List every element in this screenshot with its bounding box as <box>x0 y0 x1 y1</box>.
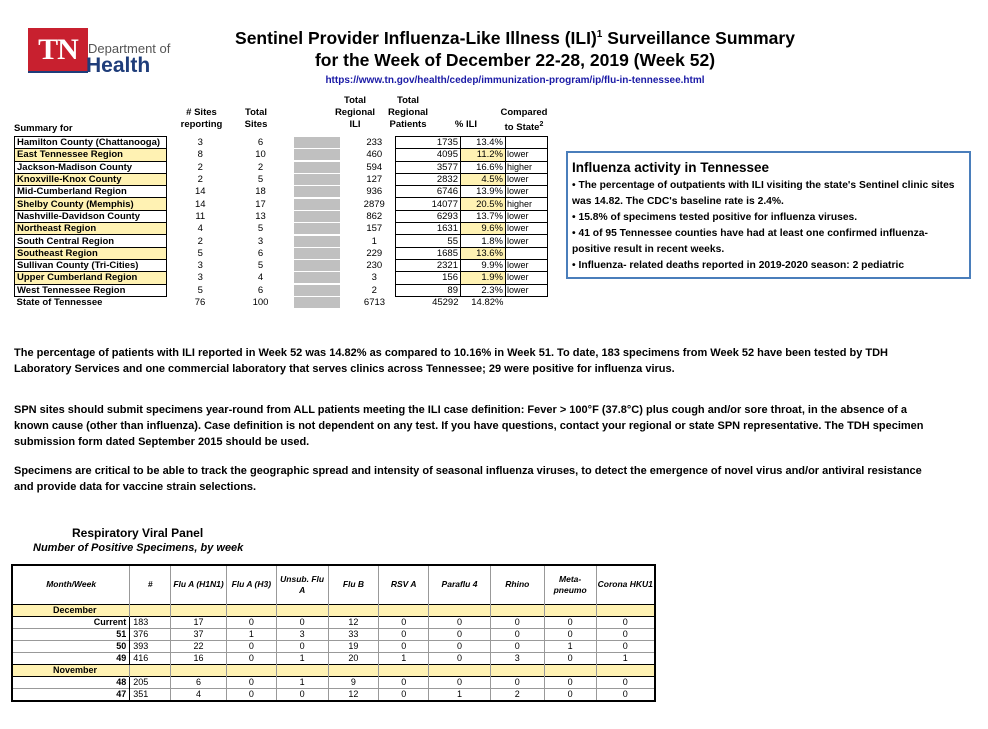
regional-ili: 127 <box>366 174 383 186</box>
compared-to-state: lower <box>506 149 548 161</box>
pct-ili: 11.2% <box>461 149 506 161</box>
table-row <box>15 149 548 161</box>
pct-ili: 16.6% <box>461 161 506 173</box>
rvp-month-row <box>12 604 655 616</box>
rvp-count: 4 <box>171 688 227 701</box>
pct-ili: 9.6% <box>461 223 506 235</box>
regional-ili: 2 <box>371 284 377 296</box>
regional-patients: 89 <box>396 284 461 296</box>
compared-to-state: lower <box>506 186 548 198</box>
rvp-count: 19 <box>328 640 379 652</box>
compared-to-state: lower <box>506 235 548 247</box>
table-row <box>15 210 548 222</box>
rvp-count: 37 <box>171 628 227 640</box>
regional-ili: 233 <box>366 137 383 149</box>
rvp-count: 0 <box>226 652 276 664</box>
pct-ili: 2.3% <box>461 284 506 296</box>
rvp-count: 1 <box>596 652 655 664</box>
rvp-column-header: Flu B <box>328 565 379 604</box>
ili-summary-table <box>14 136 548 309</box>
region-name: Nashville-Davidson County <box>15 210 167 222</box>
rvp-month-filler <box>379 604 429 616</box>
total-sites: 17 <box>255 198 266 210</box>
compared-to-state <box>506 247 548 259</box>
rvp-count: 0 <box>429 628 491 640</box>
logo-department-text: Department of <box>88 41 171 56</box>
rvp-month-filler <box>544 604 596 616</box>
spacer-cell <box>288 259 354 271</box>
regional-patients: 4095 <box>396 149 461 161</box>
total-sites: 5 <box>257 174 264 186</box>
region-name: Knoxville-Knox County <box>15 173 167 185</box>
region-name: South Central Region <box>15 235 167 247</box>
rvp-month-row <box>12 664 655 676</box>
rvp-count: 2 <box>490 688 544 701</box>
rvp-count: 0 <box>379 628 429 640</box>
regional-ili: 230 <box>366 260 383 272</box>
region-name: Southeast Region <box>15 247 167 259</box>
total-sites: 5 <box>257 260 264 272</box>
regional-ili: 460 <box>366 149 383 161</box>
rvp-count: 0 <box>276 688 328 701</box>
spacer-cell <box>288 198 354 210</box>
activity-bullet: • Influenza- related deaths reported in 2019-2020 season: 2 pediatric <box>572 260 905 271</box>
rvp-count: 0 <box>544 628 596 640</box>
rvp-month-filler <box>130 604 171 616</box>
regional-ili: 3 <box>371 272 377 284</box>
total-sites: 6 <box>257 247 264 259</box>
rvp-count: 0 <box>596 628 655 640</box>
compared-to-state: lower <box>506 284 548 296</box>
rvp-column-header: # <box>130 565 171 604</box>
pct-ili: 1.9% <box>461 272 506 284</box>
sites-reporting: 8 <box>197 149 203 161</box>
rvp-count: 0 <box>596 676 655 688</box>
region-name: East Tennessee Region <box>15 149 167 161</box>
rvp-total-count: 183 <box>130 616 171 628</box>
rvp-month-filler <box>328 604 379 616</box>
table-row <box>15 173 548 185</box>
rvp-count: 1 <box>379 652 429 664</box>
spacer-cell <box>288 210 354 222</box>
rvp-count: 22 <box>171 640 227 652</box>
rvp-column-header: Rhino <box>490 565 544 604</box>
rvp-count: 0 <box>226 688 276 701</box>
rvp-week-label: 50 <box>12 640 130 652</box>
compared-to-state: higher <box>506 161 548 173</box>
table-row <box>15 161 548 173</box>
regional-ili: 1 <box>371 235 377 247</box>
rvp-week-label: 47 <box>12 688 130 701</box>
rvp-month-label: December <box>12 604 130 616</box>
regional-ili: 2879 <box>363 198 385 210</box>
region-name: Northeast Region <box>15 223 167 235</box>
spacer-cell <box>288 296 354 308</box>
rvp-column-header: Paraflu 4 <box>429 565 491 604</box>
rvp-count: 20 <box>328 652 379 664</box>
sites-reporting: 2 <box>197 174 203 186</box>
rvp-count: 0 <box>379 676 429 688</box>
rvp-column-header: Corona HKU1 <box>596 565 655 604</box>
rvp-count: 33 <box>328 628 379 640</box>
rvp-count: 0 <box>490 628 544 640</box>
region-name: Sullivan County (Tri-Cities) <box>15 259 167 271</box>
pct-ili: 1.8% <box>461 235 506 247</box>
rvp-month-filler <box>544 664 596 676</box>
sites-reporting: 11 <box>195 210 206 222</box>
specimen-guidance-paragraph: SPN sites should submit specimens year-round from ALL patients meeting the ILI case definition: Fever > 100°F (37.8°C) plus cough and/or sore throat, in the absence of a known cause (other than influenza). Case definition is not dependent on any test. If you have questions, contact your regional or state SPN representative. The TDH specimen submission form dated September 2015 should be used. <box>14 404 924 448</box>
header-summary-for: Summary for <box>14 123 73 134</box>
rvp-count: 0 <box>490 640 544 652</box>
rvp-title: Respiratory Viral Panel <box>72 526 204 540</box>
rvp-month-filler <box>226 664 276 676</box>
rvp-count: 12 <box>328 688 379 701</box>
table-row <box>15 235 548 247</box>
rvp-count: 0 <box>226 640 276 652</box>
rvp-column-header: Meta-pneumo <box>544 565 596 604</box>
respiratory-viral-panel-table <box>11 564 656 702</box>
rvp-count: 1 <box>276 652 328 664</box>
regional-patients: 2832 <box>396 173 461 185</box>
rvp-column-header: RSV A <box>379 565 429 604</box>
table-row <box>12 688 655 701</box>
spacer-cell <box>288 173 354 185</box>
rvp-count: 0 <box>379 640 429 652</box>
rvp-month-filler <box>490 664 544 676</box>
sites-reporting: 5 <box>197 247 203 259</box>
regional-ili: 6713 <box>363 297 386 308</box>
table-row <box>12 652 655 664</box>
rvp-week-label: Current <box>12 616 130 628</box>
pct-ili: 13.4% <box>461 137 506 149</box>
region-name: Mid-Cumberland Region <box>15 186 167 198</box>
table-row <box>15 247 548 259</box>
spacer-cell <box>288 223 354 235</box>
logo-divider <box>28 71 88 73</box>
table-row <box>15 198 548 210</box>
rvp-count: 0 <box>596 616 655 628</box>
sites-reporting: 4 <box>197 223 203 235</box>
rvp-count: 0 <box>276 616 328 628</box>
total-sites: 10 <box>255 149 266 161</box>
spacer-cell <box>288 247 354 259</box>
rvp-count: 0 <box>596 640 655 652</box>
regional-patients: 45292 <box>432 297 459 309</box>
page-subtitle: for the Week of December 22-28, 2019 (Week 52) <box>314 50 716 70</box>
rvp-month-filler <box>328 664 379 676</box>
rvp-total-count: 351 <box>130 688 171 701</box>
region-name: Shelby County (Memphis) <box>15 198 167 210</box>
compared-to-state: lower <box>506 223 548 235</box>
regional-ili: 862 <box>366 210 383 222</box>
activity-bullet: • The percentage of outpatients with ILI visiting the state's Sentinel clinic sites was 14.82. The CDC's baseline rate is 2.4%. <box>572 180 955 207</box>
table-row <box>15 259 548 271</box>
activity-heading: Influenza activity in Tennessee <box>572 160 770 175</box>
region-name: State of Tennessee <box>16 297 103 309</box>
rvp-week-label: 49 <box>12 652 130 664</box>
table-row <box>12 616 655 628</box>
sites-reporting: 2 <box>197 161 203 173</box>
compared-to-state: lower <box>506 210 548 222</box>
compared-to-state: lower <box>506 259 548 271</box>
rvp-week-label: 51 <box>12 628 130 640</box>
spacer-cell <box>288 149 354 161</box>
spacer-cell <box>288 235 354 247</box>
pct-ili: 4.5% <box>461 173 506 185</box>
region-name: West Tennessee Region <box>15 284 167 296</box>
rvp-count: 1 <box>276 676 328 688</box>
rvp-count: 0 <box>276 640 328 652</box>
total-sites: 6 <box>257 284 264 296</box>
rvp-month-filler <box>226 604 276 616</box>
pct-ili: 20.5% <box>461 198 506 210</box>
rvp-count: 3 <box>276 628 328 640</box>
spacer-cell <box>288 284 354 296</box>
regional-patients: 1735 <box>396 137 461 149</box>
rvp-count: 0 <box>429 676 491 688</box>
rvp-column-header: Month/Week <box>46 579 97 590</box>
state-total-row <box>15 296 548 308</box>
rvp-count: 0 <box>429 616 491 628</box>
rvp-column-header: Flu A (H1N1) <box>171 565 227 604</box>
rvp-count: 17 <box>171 616 227 628</box>
total-sites: 2 <box>257 161 264 173</box>
header-sites-reporting: # Sites reporting <box>180 107 223 130</box>
regional-ili: 229 <box>366 247 383 259</box>
regional-patients: 1685 <box>396 247 461 259</box>
specimen-importance-paragraph: Specimens are critical to be able to track the geographic spread and intensity of seasonal influenza viruses, to detect the emergence of novel virus and/or antiviral resistance and provide data for vaccine strain selections. <box>14 465 922 493</box>
page-title: Sentinel Provider Influenza-Like Illness (ILI)$^1$ Surveillance Summary <box>235 28 795 48</box>
sites-reporting: 3 <box>197 137 203 149</box>
week-summary-paragraph: The percentage of patients with ILI reported in Week 52 was 14.82% as compared to 10.16% in Week 51. To date, 183 specimens from Week 52 have been tested by TDH Laboratory Services and one commercial laboratory that serves clinics across Tennessee; 29 were positive for influenza virus. <box>14 347 888 375</box>
regional-ili: 157 <box>366 223 383 235</box>
rvp-count: 9 <box>328 676 379 688</box>
sites-reporting: 14 <box>194 198 206 210</box>
rvp-month-filler <box>596 604 655 616</box>
rvp-month-filler <box>429 664 491 676</box>
header-pct-ili: % ILI <box>454 119 478 130</box>
sites-reporting: 76 <box>194 297 206 308</box>
rvp-count: 0 <box>379 688 429 701</box>
rvp-month-filler <box>429 604 491 616</box>
tn-logo-mark: TN <box>28 28 88 72</box>
rvp-count: 0 <box>226 676 276 688</box>
rvp-month-filler <box>130 664 171 676</box>
rvp-subtitle: Number of Positive Specimens, by week <box>33 542 244 554</box>
spacer-cell <box>288 137 354 149</box>
rvp-count: 3 <box>490 652 544 664</box>
sites-reporting: 14 <box>194 186 206 198</box>
compared-to-state: higher <box>506 198 548 210</box>
rvp-count: 0 <box>429 640 491 652</box>
total-sites: 5 <box>257 223 264 235</box>
sites-reporting: 2 <box>197 235 203 247</box>
regional-patients: 156 <box>396 272 461 284</box>
pct-ili: 9.9% <box>461 259 506 271</box>
pct-ili: 13.6% <box>461 247 506 259</box>
rvp-count: 6 <box>171 676 227 688</box>
rvp-month-filler <box>171 604 227 616</box>
rvp-count: 0 <box>490 676 544 688</box>
rvp-month-filler <box>171 664 227 676</box>
activity-bullet: • 15.8% of specimens tested positive for influenza viruses. <box>572 212 858 223</box>
regional-patients: 1631 <box>396 223 461 235</box>
regional-patients: 6293 <box>396 210 461 222</box>
regional-patients: 14077 <box>396 198 461 210</box>
spacer-cell <box>288 272 354 284</box>
sites-reporting: 5 <box>197 284 203 296</box>
rvp-count: 1 <box>226 628 276 640</box>
compared-to-state <box>506 296 548 308</box>
pct-ili: 13.9% <box>461 186 506 198</box>
rvp-month-filler <box>596 664 655 676</box>
pct-ili: 13.7% <box>461 210 506 222</box>
tn-health-logo <box>28 24 188 78</box>
logo-health-text: Health <box>86 54 151 77</box>
rvp-total-count: 416 <box>130 652 171 664</box>
rvp-column-header: Unsub. Flu A <box>276 565 328 604</box>
flu-info-link[interactable]: https://www.tn.gov/health/cedep/immunization-program/ip/flu-in-tennessee.html <box>325 75 705 86</box>
table-row <box>12 628 655 640</box>
rvp-month-filler <box>490 604 544 616</box>
total-sites: 6 <box>257 137 264 149</box>
rvp-total-count: 393 <box>130 640 171 652</box>
sites-reporting: 3 <box>197 260 203 272</box>
rvp-month-label: November <box>12 664 130 676</box>
rvp-count: 0 <box>379 616 429 628</box>
region-name: Upper Cumberland Region <box>15 272 167 284</box>
rvp-count: 0 <box>544 676 596 688</box>
table-row <box>12 676 655 688</box>
table-row <box>15 284 548 296</box>
table-row <box>12 640 655 652</box>
rvp-count: 0 <box>544 616 596 628</box>
rvp-count: 16 <box>171 652 227 664</box>
region-name: Jackson-Madison County <box>15 161 167 173</box>
table-row <box>15 223 548 235</box>
rvp-month-filler <box>276 664 328 676</box>
total-sites: 18 <box>255 186 266 198</box>
rvp-count: 1 <box>544 640 596 652</box>
regional-ili: 594 <box>366 161 383 173</box>
compared-to-state: lower <box>506 272 548 284</box>
rvp-month-filler <box>276 604 328 616</box>
rvp-month-filler <box>379 664 429 676</box>
rvp-count: 0 <box>596 688 655 701</box>
activity-bullet: • 41 of 95 Tennessee counties have had at least one confirmed influenza-positive result in recent weeks. <box>572 228 928 255</box>
table-row <box>15 137 548 149</box>
regional-patients: 2321 <box>396 259 461 271</box>
header-total-patients: Total Regional Patients <box>387 95 429 130</box>
header-compared-to-state: Compared to State$^2$ <box>500 107 548 134</box>
total-sites: 13 <box>255 210 266 222</box>
header-total-ili: Total Regional ILI <box>334 95 376 130</box>
rvp-week-label: 48 <box>12 676 130 688</box>
region-name: Hamilton County (Chattanooga) <box>15 137 167 149</box>
rvp-total-count: 205 <box>130 676 171 688</box>
rvp-count: 0 <box>544 652 596 664</box>
table-row <box>15 272 548 284</box>
rvp-column-header: Flu A (H3) <box>226 565 276 604</box>
total-sites: 4 <box>257 272 264 284</box>
rvp-count: 0 <box>429 652 491 664</box>
spacer-cell <box>288 161 354 173</box>
total-sites: 3 <box>257 235 264 247</box>
compared-to-state <box>506 137 548 149</box>
regional-patients: 55 <box>396 235 461 247</box>
table-row <box>15 186 548 198</box>
spacer-cell <box>288 186 354 198</box>
pct-ili: 14.82% <box>471 297 504 309</box>
regional-patients: 3577 <box>396 161 461 173</box>
rvp-count: 0 <box>544 688 596 701</box>
header-total-sites: Total Sites <box>244 107 268 130</box>
rvp-count: 0 <box>490 616 544 628</box>
regional-ili: 936 <box>366 186 383 198</box>
influenza-activity-box <box>566 151 971 279</box>
compared-to-state: lower <box>506 173 548 185</box>
rvp-total-count: 376 <box>130 628 171 640</box>
total-sites: 100 <box>252 297 269 308</box>
rvp-count: 0 <box>226 616 276 628</box>
sites-reporting: 3 <box>197 272 203 284</box>
regional-patients: 6746 <box>396 186 461 198</box>
rvp-count: 12 <box>328 616 379 628</box>
rvp-count: 1 <box>429 688 491 701</box>
